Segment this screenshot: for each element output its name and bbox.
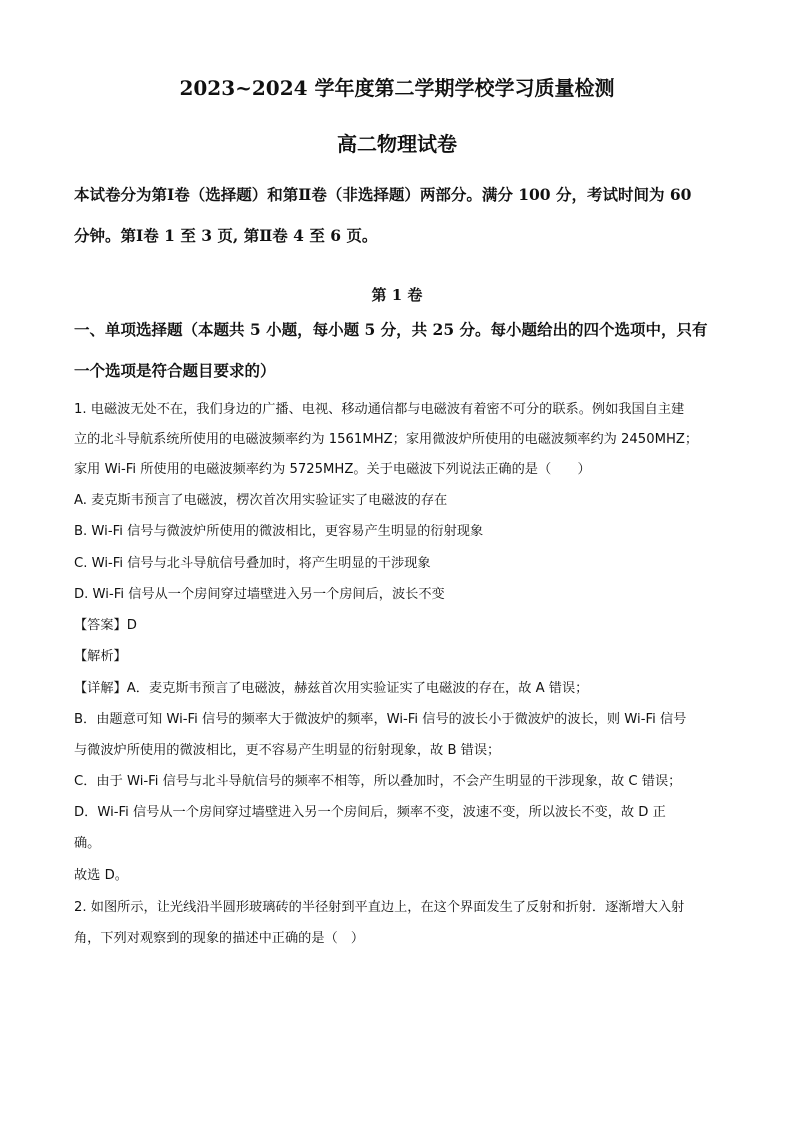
q1-option-d: D. Wi-Fi 信号从一个房间穿过墙壁进入另一个房间后，波长不变	[74, 587, 445, 602]
intro-line-2: 分钟。第Ⅰ卷 1 至 3 页, 第Ⅱ卷 4 至 6 页。	[74, 226, 378, 245]
q1-option-b: B. Wi-Fi 信号与微波炉所使用的微波相比，更容易产生明显的衍射现象	[74, 524, 484, 539]
q1-detail-line-4: C．由于 Wi-Fi 信号与北斗导航信号的频率不相等，所以叠加时，不会产生明显的干涉现象，故 C 错误；	[74, 774, 682, 789]
volume-label: 第 1 卷	[371, 286, 423, 304]
exam-subtitle: 高二物理试卷	[337, 132, 457, 156]
q1-detail-line-5: D．Wi-Fi 信号从一个房间穿过墙壁进入另一个房间后，频率不变，波速不变，所以波长不变，故 D 正	[74, 805, 666, 820]
q1-option-a: A. 麦克斯韦预言了电磁波，楞次首次用实验证实了电磁波的存在	[74, 493, 448, 508]
q1-analysis-label: 【解析】	[74, 649, 127, 664]
exam-title: 2023~2024 学年度第二学期学校学习质量检测	[179, 76, 615, 100]
q2-stem-line-1: 2. 如图所示，让光线沿半圆形玻璃砖的半径射到平直边上，在这个界面发生了反射和折射．逐渐增大入射	[74, 900, 685, 915]
section-heading-line-1: 一、单项选择题（本题共 5 小题，每小题 5 分，共 25 分。每小题给出的四个选项中，只有	[74, 320, 708, 339]
q2-stem-line-2: 角，下列对观察到的现象的描述中正确的是（ ）	[74, 931, 365, 946]
q1-detail-line-3: 与微波炉所使用的微波相比，更不容易产生明显的衍射现象，故 B 错误；	[74, 743, 501, 758]
q1-stem-line-3: 家用 Wi-Fi 所使用的电磁波频率约为 5725MHZ。关于电磁波下列说法正确的是（ ）	[74, 462, 591, 477]
q1-answer: 【答案】D	[74, 618, 137, 633]
intro-line-1: 本试卷分为第Ⅰ卷（选择题）和第Ⅱ卷（非选择题）两部分。满分 100 分，考试时间为 60	[74, 185, 692, 204]
q1-stem-line-2: 立的北斗导航系统所使用的电磁波频率约为 1561MHZ；家用微波炉所使用的电磁波频率约为 2450MHZ；	[74, 432, 699, 447]
q1-conclusion: 故选 D。	[74, 868, 128, 883]
q1-detail-line-2: B．由题意可知 Wi-Fi 信号的频率大于微波炉的频率，Wi-Fi 信号的波长小于微波炉的波长，则 Wi-Fi 信号	[74, 712, 687, 727]
section-heading-line-2: 一个选项是符合题目要求的）	[74, 361, 276, 380]
q1-detail-line-6: 确。	[74, 836, 101, 851]
q1-option-c: C. Wi-Fi 信号与北斗导航信号叠加时，将产生明显的干涉现象	[74, 556, 431, 571]
q1-stem-line-1: 1. 电磁波无处不在，我们身边的广播、电视、移动通信都与电磁波有着密不可分的联系。例如我国自主建	[74, 402, 685, 417]
q1-detail-line-1: 【详解】A．麦克斯韦预言了电磁波，赫兹首次用实验证实了电磁波的存在，故 A 错误；	[74, 681, 589, 696]
